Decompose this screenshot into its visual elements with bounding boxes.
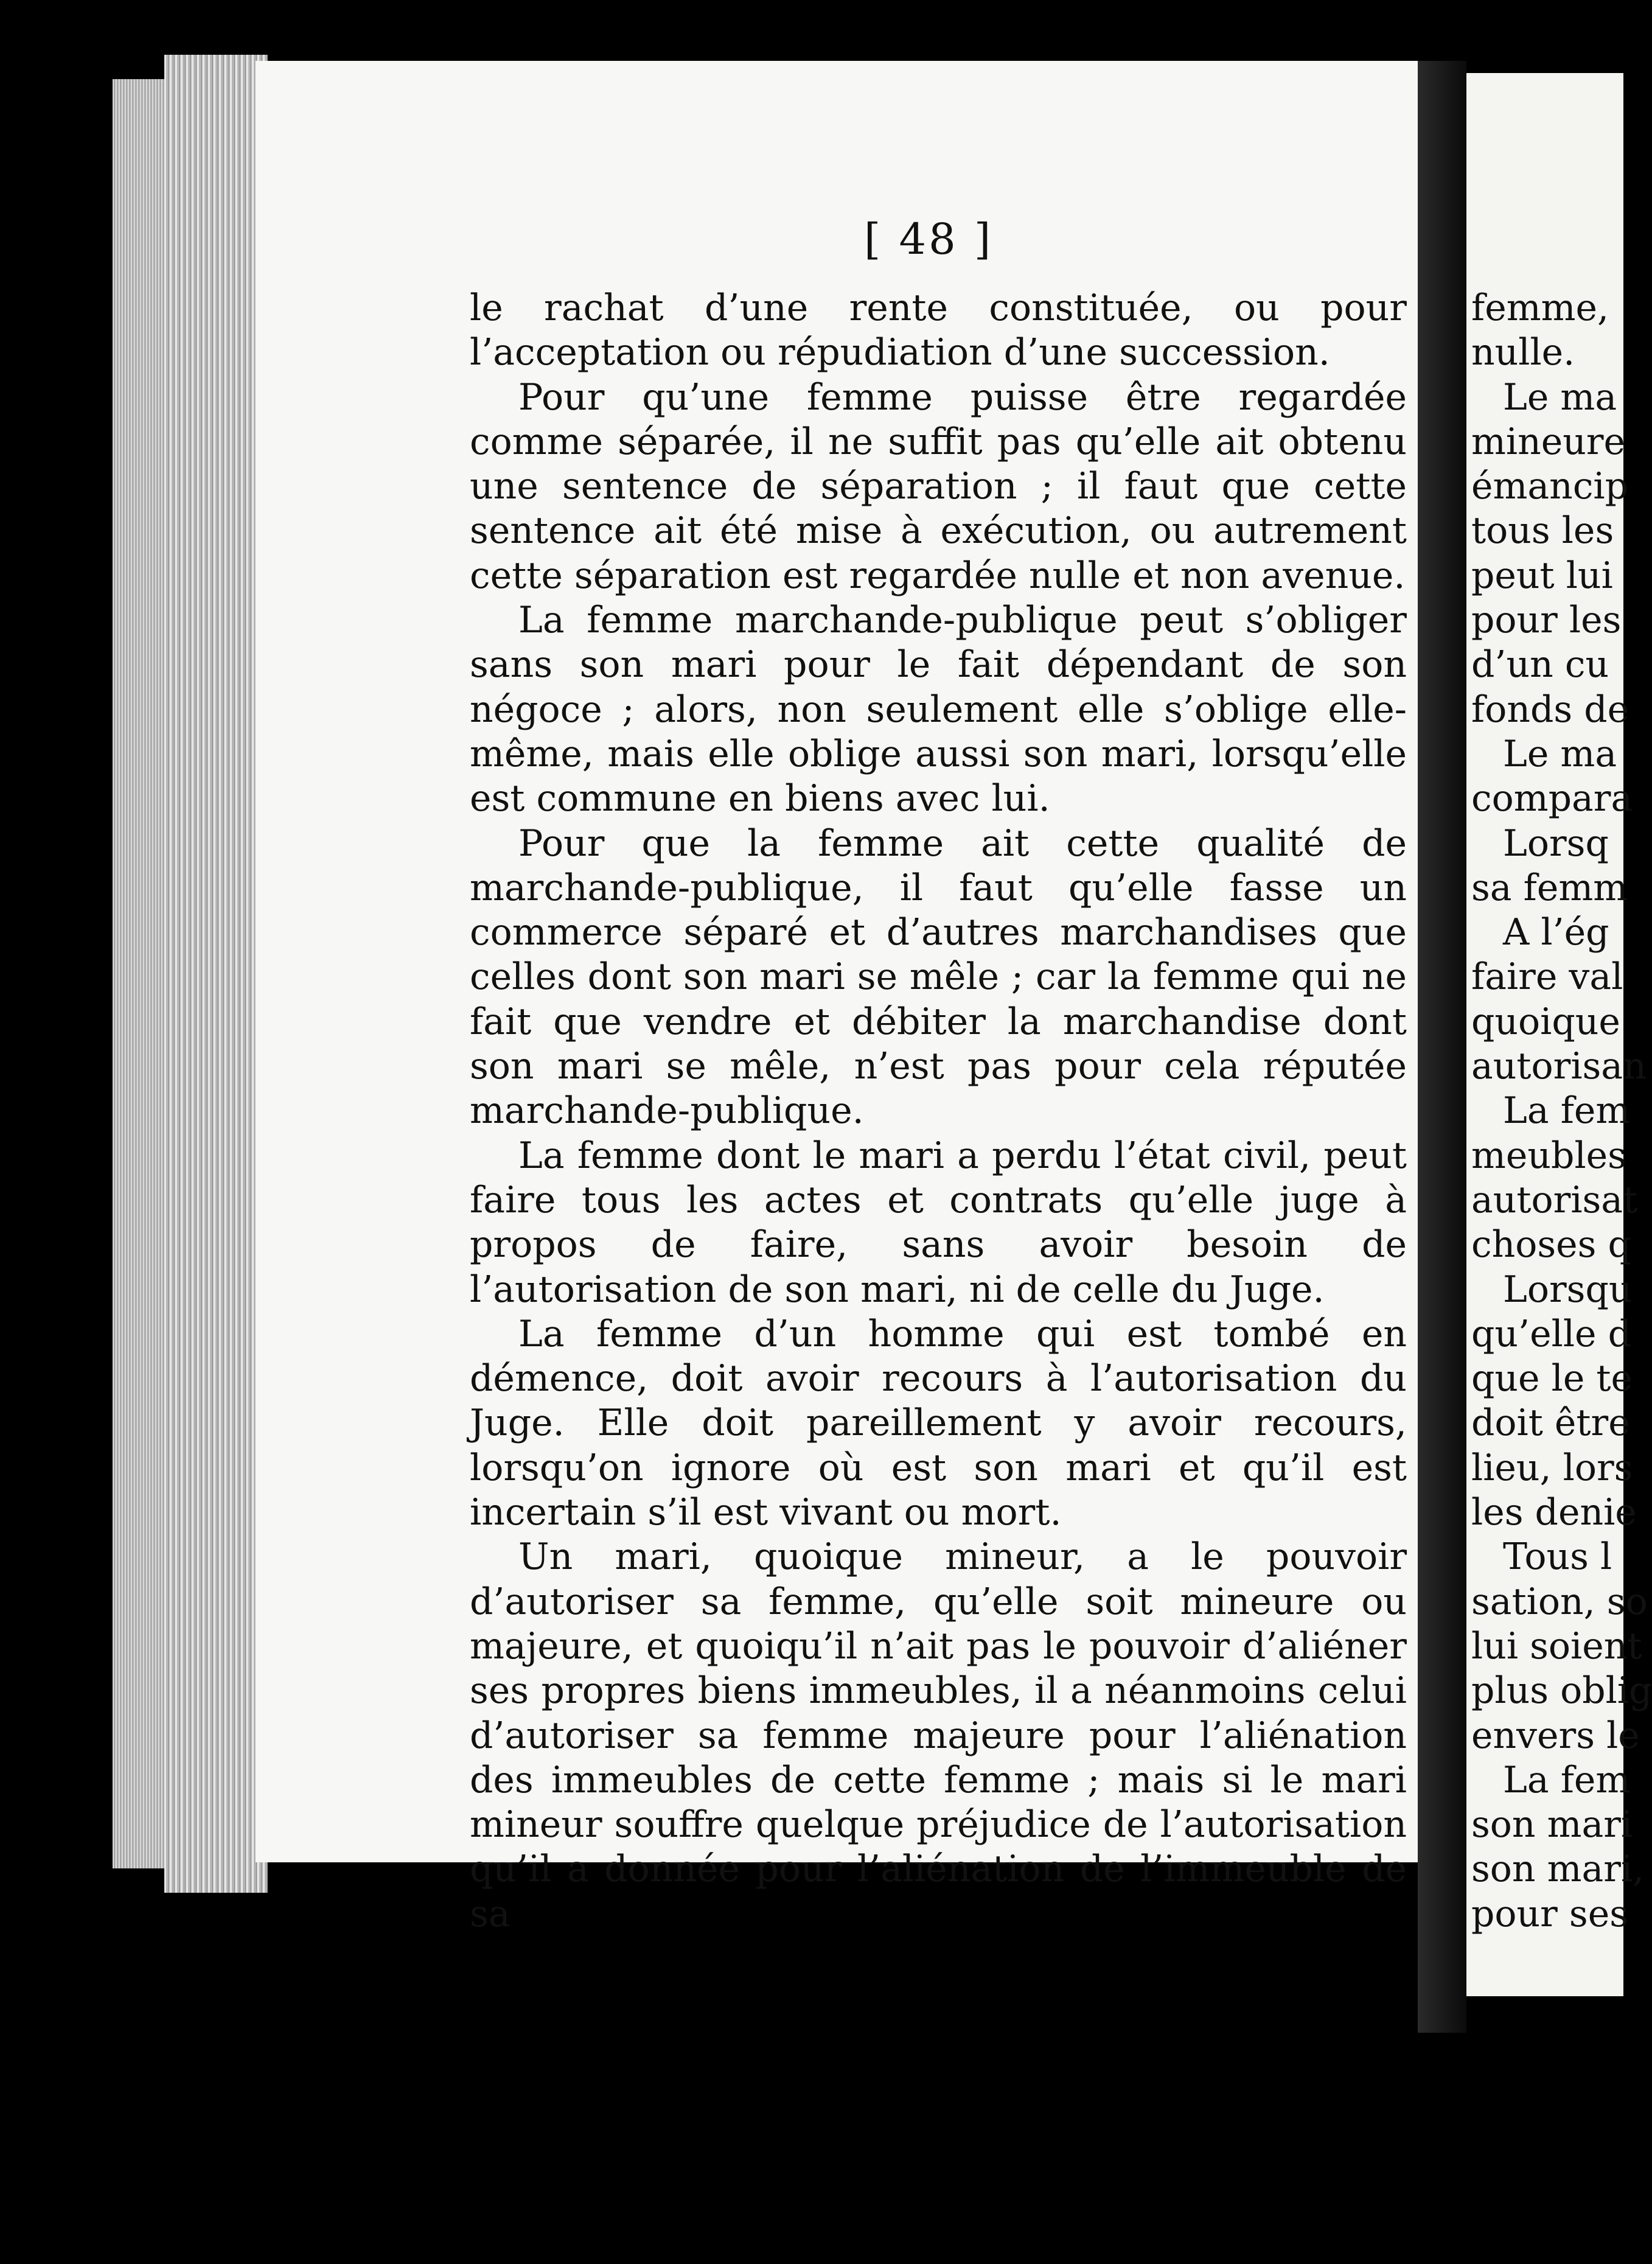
facing-page-line: d’un cu (1471, 643, 1609, 687)
facing-page-line: lieu, lors (1471, 1446, 1633, 1489)
facing-page-line: mineure (1471, 420, 1626, 463)
facing-page-line: meubles (1471, 1134, 1626, 1177)
book-page-edges (164, 55, 268, 1893)
facing-page-line: pour les (1471, 599, 1622, 642)
facing-page-line: tous les (1471, 509, 1614, 553)
facing-page-line: autorisan (1471, 1045, 1647, 1088)
facing-page-line: sa femm (1471, 866, 1628, 909)
facing-page-line: sation, so (1471, 1580, 1648, 1623)
facing-page-line: Le ma (1503, 376, 1617, 419)
paragraph-5: La femme dont le mari a perdu l’état civil, peut faire tous les actes et contrats qu’elle juge à propos de faire, sans avoir besoin de l’autorisation de son mari, ni de celle du Juge. (470, 1134, 1407, 1311)
paragraph-7: Un mari, quoique mineur, a le pouvoir d’autoriser sa femme, qu’elle soit mineure ou majeure, et quoiqu’il n’ait pas le pouvoir d’aliéner ses propres biens immeubles, il a néanmoins celui d’autoriser sa femme majeure pour l’aliénation des immeubles de cette femme ; mais si le mari mineur souffre quelque préjudice de l’autorisation qu’il a donnée pour l’aliénation de l’immeuble de sa (470, 1536, 1407, 1935)
facing-page-line: La fem (1503, 1089, 1631, 1133)
facing-page-line: Tous l (1503, 1536, 1612, 1579)
facing-page-line: choses q (1471, 1223, 1631, 1267)
facing-page-line: son mari, (1471, 1848, 1645, 1891)
facing-page-line: La fem (1503, 1758, 1631, 1801)
paragraph-6: La femme d’un homme qui est tombé en démence, doit avoir recours à l’autorisation du Juge. Elle doit pareillement y avoir recours, lorsqu’on ignore où est son mari et qu’il est incertain s’il est vivant ou mort. (470, 1312, 1407, 1534)
facing-page-line: compara (1471, 777, 1633, 820)
facing-page-line: A l’ég (1503, 911, 1609, 954)
page-number: [ 48 ] (864, 214, 994, 264)
facing-page-text (1471, 286, 1652, 1937)
facing-page-line: lui soient (1471, 1624, 1642, 1668)
facing-page-line: pour ses (1471, 1892, 1629, 1935)
book-page-edges-outer (113, 79, 170, 1868)
facing-page-line: fonds de (1471, 688, 1629, 731)
paragraph-3: La femme marchande-publique peut s’obliger sans son mari pour le fait dépendant de son négoce ; alors, non seulement elle s’oblige elle-même, mais elle oblige aussi son mari, lorsqu’elle est commune en biens avec lui. (470, 599, 1407, 820)
facing-page-line: peut lui (1471, 554, 1613, 597)
facing-page-line: plus oblig (1471, 1669, 1652, 1713)
paragraph-1: le rachat d’une rente constituée, ou pour l’acceptation ou répudiation d’une succession. (470, 287, 1407, 374)
facing-page-line: émancip (1471, 465, 1629, 508)
facing-page-line: faire val (1471, 956, 1623, 999)
facing-page-line: envers le (1471, 1714, 1640, 1757)
facing-page-line: les denie (1471, 1491, 1637, 1534)
facing-page-line: Le ma (1503, 732, 1617, 775)
facing-page-line: que le te (1471, 1357, 1633, 1400)
facing-page-line: femme, (1471, 287, 1609, 329)
page-text (470, 286, 1407, 1937)
facing-page-line: autorisat (1471, 1178, 1638, 1221)
book-gutter (1418, 61, 1466, 2033)
paragraph-4: Pour que la femme ait cette qualité de marchande-publique, il faut qu’elle fasse un commerce séparé et d’autres marchandises que celles dont son mari se mêle ; car la femme qui ne fait que vendre et débiter la marchandise dont son mari se mêle, n’est pas pour cela réputée marchande-publique. (470, 822, 1407, 1133)
facing-page-line: son mari (1471, 1803, 1633, 1846)
facing-page-line: Lorsqu (1503, 1268, 1633, 1311)
paragraph-2: Pour qu’une femme puisse être regardée comme séparée, il ne suffit pas qu’elle ait obtenu une sentence de séparation ; il faut que cette sentence ait été mise à exécution, ou autrement cette séparation est regardée nulle et non avenue. (470, 376, 1407, 597)
facing-page-line: qu’elle d (1471, 1312, 1631, 1355)
facing-page-line: quoique (1471, 1000, 1620, 1043)
facing-page-line: nulle. (1471, 331, 1575, 374)
facing-page-line: Lorsq (1503, 822, 1609, 865)
facing-page-line: doit être (1471, 1402, 1630, 1445)
